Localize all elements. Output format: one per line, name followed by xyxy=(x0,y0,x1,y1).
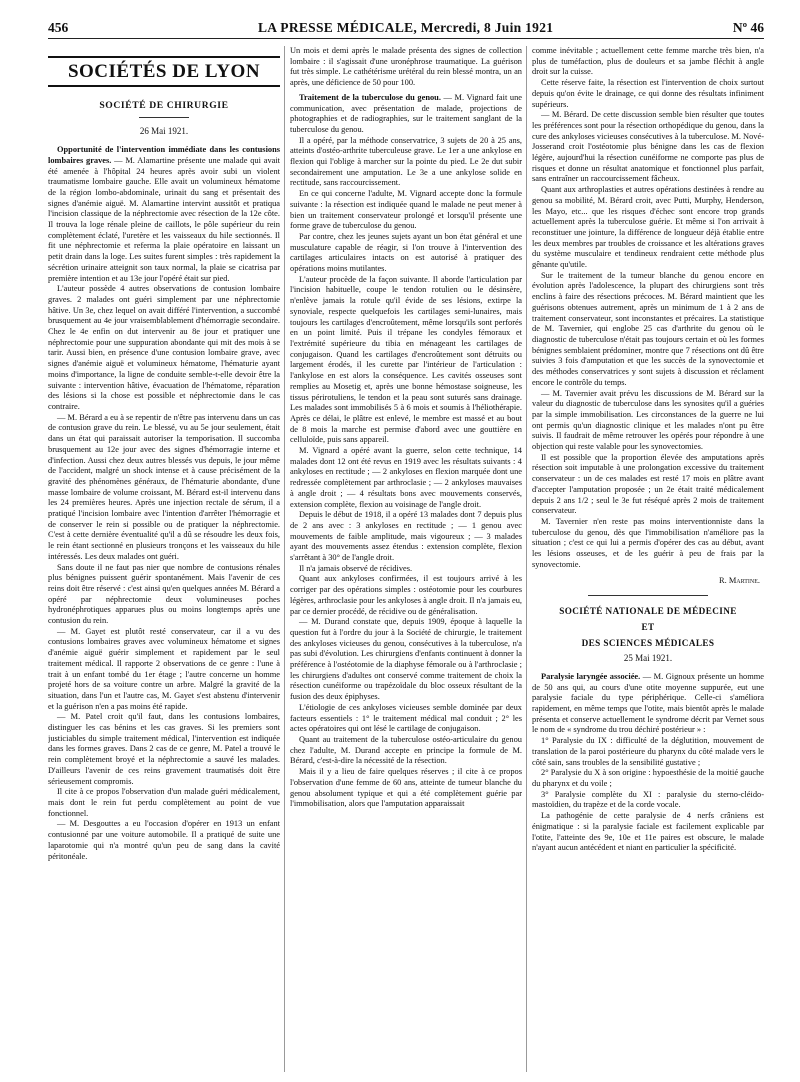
paragraph: Mais il y a lieu de faire quelques réserves ; il cite à ce propos l'observation d'une femme de 60 ans, atteinte de tumeur blanche du genou absolument typique et qui a été complètement guérie par l'immobilisation, alors que l'amputation apparaissait xyxy=(290,767,522,809)
paragraph: Quant aux arthroplasties et autres opérations destinées à rendre au genou sa mobilité, M. Bérard croit, avec Putti, Murphy, Henderson, les Mayo, etc... que les risques d'échec sont encore trop grands actuellement après la tuberculose guérie. Et même si l'on arrivait à reconstituer une jointure, la différence de longueur déjà établie entre les deux membres par troubles de croissance et les altérations graves du système musculaire et tendineux rendraient cette méthode plus gênante qu'utile. xyxy=(532,185,764,270)
paragraph: L'auteur procède de la façon suivante. Il aborde l'articulation par l'incision habituelle, coupe le tendon rotulien ou le désinsère, n'enlève jamais la rotule qu'il évide de ses lésions, extirpe la synoviale, respecte quelquefois les cartilages semi-lunaires, mais toujours les cartilages d'encroûtement, même lorsqu'ils sont perforés en un point limité. Puis il trépane les condyles fémoraux et l'extrémité supérieure du tibia en ménageant les cartilages de conjugaison. Quand les cartilages d'encroûtement sont détruits ou largement érodés, il les curette par l'intérieur de l'articulation : l'ankylose en est alors la conséquence. Les cavités osseuses sont remplies au Mosetig et, après une bonne hémostase soigneuse, les tissus périrotuliens, le tendon et la peau sont suturés sans drainage. Les malades sont immobilisés 5 à 6 mois et soumis à l'héliothérapie. Après ce délai, le plâtre est enlevé, le membre est massé et au bout de 8 mois la marche est permise d'abord avec une gouttière en celluloïde, puis sans appareil. xyxy=(290,274,522,445)
journal-title: LA PRESSE MÉDICALE, Mercredi, 8 Juin 1921 xyxy=(258,20,554,35)
column-1 xyxy=(48,46,280,1072)
page-number: 456 xyxy=(48,20,69,35)
running-head xyxy=(48,18,764,39)
society-title-line-2: ET xyxy=(641,621,655,632)
paragraph xyxy=(532,672,764,736)
paragraph: Quant aux ankyloses confirmées, il est toujours arrivé à les corriger par des opérations simples : ostéotomie pour les courbures légères, arthroclasie pour les ankyloses à angle droit. Il n'a jamais eu, par ce dernier procédé, de récidive ou de généralisation. xyxy=(290,574,522,616)
paragraph: 1° Paralysie du IX : difficulté de la déglutition, mouvement de translation de la paroi postérieure du pharynx du côté malade vers le côté sain, sans troubles de la sensibilité gustative ; xyxy=(532,736,764,767)
paragraph xyxy=(48,145,280,284)
paragraph-text: — M. Vignard fait une communication, avec présentation de malade, projections de photographies et de radiographies, sur le traitement sanglant de la tuberculose du genou. xyxy=(290,92,522,134)
paragraph: Il a opéré, par la méthode conservatrice, 3 sujets de 20 à 25 ans, atteints d'ostéo-arthrite tuberculeuse grave. Le 1er a une ankylose en flexion qui l'oblige à marcher sur la pointe du pied. Le 2e dut subir secondairement une amputation. Le 3e a une ankylose solide en rectitude, sans raccourcissement. xyxy=(290,135,522,188)
paragraph: Cette réserve faite, la résection est l'intervention de choix surtout depuis qu'on évite le drainage, ce qui donne des résultats infiniment supérieurs. xyxy=(532,78,764,109)
author-signature: R. Martine. xyxy=(719,576,760,586)
column-rule xyxy=(284,46,285,1072)
paragraph: L'étiologie de ces ankyloses vicieuses semble dominée par deux facteurs essentiels : 1° le traitement médical mal conduit ; 2° les actes opératoires qui ont lésé le cartilage de conjugaison. xyxy=(290,702,522,734)
article-heading: Traitement de la tuberculose du genou. xyxy=(299,92,441,102)
article-heading: Opportunité de l'intervention immédiate dans les contusions lombaires graves. xyxy=(48,145,280,165)
paragraph-text: — M. Gignoux présente un homme de 50 ans qui, au cours d'une otite moyenne suppurée, eut une paralysie faciale du type périphérique. Celle-ci s'améliora rapidement, en même temps que l'otite, mais bientôt après le malade présenta et conserve actuellement le syndrome décrit par Vernet sous le nom de « syndrome du trou déchiré postérieur » : xyxy=(532,671,764,735)
section-title: SOCIÉTÉS DE LYON xyxy=(48,56,280,87)
paragraph: comme inévitable ; actuellement cette femme marche très bien, n'a plus de tuméfaction, plus de douleurs et sa jambe fléchit à angle droit sur la cuisse. xyxy=(532,46,764,77)
paragraph: M. Tavernier n'en reste pas moins interventionniste dans la tuberculose du genou, dès que l'immobilisation n'améliore pas la situation ; c'est ce qui lui a permis d'opérer des cas au début, avant les lésions osseuses, et de les guérir à peu de frais par la synovectomie. xyxy=(532,516,764,569)
paragraph: 2° Paralysie du X à son origine : hypoesthésie de la moitié gauche du pharynx et du voile ; xyxy=(532,768,764,788)
divider xyxy=(588,595,708,596)
issue-number: Nº 46 xyxy=(732,20,764,35)
paragraph: — M. Patel croit qu'il faut, dans les contusions lombaires, distinguer les cas bénins et les cas graves. Si les premiers sont justiciables du simple traitement médical, l'intervention est indiquée dans les formes graves. Dans 2 cas de ce genre, M. Patel a trouvé le rein complètement broyé et la néphrectomie a sauvé les malades. D'ailleurs l'avenir de ces reins gravement traumatisés doit être sérieusement compromis. xyxy=(48,712,280,786)
paragraph: — M. Bérard a eu à se repentir de n'être pas intervenu dans un cas de contusion grave du rein. Le blessé, vu au 5e jour seulement, était dans un état qui paraissait autoriser la temporisation. Il succomba brusquement au 12e jour avec des signes d'hémorragie interne et d'infection. Aussi chez deux autres blessés vus depuis, le jour même de l'accident, malgré un shock intense et à cause précisément de la gravité des phénomènes généraux, de l'hématurie abondante, d'une masse lombaire de volume croissant, M. Bérard est-il intervenu dans les 24 premières heures. Après une injection rectale de sérum, il a pratiqué l'incision lombaire avec l'intention d'arrêter l'hémorragie et de conserver le rein si possible ou de pratiquer la néphrectomie. C'est à cette dernière éventualité qu'il a dû se résoudre les deux fois, le rein étant sectionné en plusieurs tronçons et les vaisseaux du hile intéressés. Les deux malades ont guéri. xyxy=(48,412,280,561)
session-date: 25 Mai 1921. xyxy=(623,653,673,664)
session-date: 26 Mai 1921. xyxy=(139,126,189,137)
paragraph: Il est possible que la proportion élevée des amputations après résection soit imputable à une prolongation excessive du traitement conservateur : un de ces malades est resté 17 mois en plâtre avant d'accepter l'amputation proposée ; un 2e était traité médicalement depuis 2 ans 1/2 ; seul le 3e fut réséqué après 2 mois de traitement conservateur. xyxy=(532,452,764,516)
divider xyxy=(139,117,189,118)
paragraph: L'auteur possède 4 autres observations de contusion lombaire graves. 2 malades ont guéri simplement par une néphrectomie hâtive. Un 3e, chez lequel on avait différé l'intervention, a succombé brusquement au 4e jour vraisemblablement d'hémorragie secondaire. Chez le 4e enfin on dut intervenir au 8e jour et pratiquer une néphrectomie pour une suppuration abondante qui mit des mois à se tarir. Aussi bien, en présence d'une contusion lombaire grave, avec signes d'anémie aiguë et volumineux hématome, l'hématurie ayant moins d'importance, la ligne de conduite semble-t-elle devoir être la suivante : intervention hâtive, évacuation de l'hématome, réparation des lésions si la chose est possible et néphrectomie dans le cas contraire. xyxy=(48,284,280,411)
paragraph: La pathogénie de cette paralysie de 4 nerfs crâniens est énigmatique : si la paralysie faciale est facilement explicable par l'otite, l'atteinte des 9e, 10e et 11e paires est obscure, le malade n'ayant aucun antécédent et niant en particulier la spécificité. xyxy=(532,811,764,853)
column-rule xyxy=(526,46,527,1072)
society-title: SOCIÉTÉ DE CHIRURGIE xyxy=(99,99,229,111)
paragraph: M. Vignard a opéré avant la guerre, selon cette technique, 14 malades dont 12 ont été revus en 1919 avec les résultats suivants : 4 ankyloses en rectitude ; — 2 ankyloses en flexion marquée dont une redressée complètement par arthroclasie ; — 2 ankyloses mauvaises à angle droit ; — 4 résultats bons avec mouvements conservés, extension complète, flexion au voisinage de l'angle droit. xyxy=(290,446,522,509)
paragraph: Sur le traitement de la tumeur blanche du genou encore en évolution après l'adolescence, la plupart des chirurgiens sont très enclins à faire des résections précoces. M. Bérard maintient que les guérisons obtenues autrement, après un minimum de 1 à 2 ans de traitement conservateur, sont inconstantes et précaires. La statistique de M. Tavernier, qui englobe 25 cas d'arthrite du genou où le diagnostic de tuberculose n'était pas toujours certain et où les formes bénignes semblaient prédominer, montre que 7 résections ont dû être suivies 3 fois d'amputation et que les succès de la synovectomie et des méthodes conservatrices y sont sujets à discussion et réclament encore le contrôle du temps. xyxy=(532,270,764,387)
paragraph: Il cite à ce propos l'observation d'un malade guéri médicalement, mais dont le rein fut perdu complètement au point de vue fonctionnel. xyxy=(48,787,280,818)
column-3 xyxy=(532,46,764,1072)
article-heading: Paralysie laryngée associée. xyxy=(541,671,641,681)
paragraph: — M. Tavernier avait prévu les discussions de M. Bérard sur la valeur du diagnostic de tuberculose dans les synosites qu'il a guéries par la simple immobilisation. Les circonstances de la guerre ne lui ont permis qu'un diagnostic clinique et les malades n'ont pu être suivis. Il faudrait de même retrouver les opérés pour répondre à une objection qui reste valable pour les synovectomies. xyxy=(532,388,764,452)
paragraph-text: — M. Alamartine présente une malade qui avait été amenée à l'hôpital 24 heures après avoir subi un violent traumatisme lombaire gauche. Elle avait un volumineux hématome de la région lombo-abdominale, urinait du sang et présentait des signes d'anémie aiguë. M. Alamartine intervint aussitôt et pratiqua l'incision classique de la néphrectomie avec résection de la 12e côte. Il trouva la loge rénale pleine de caillots, le pôle supérieur du rein complètement éclaté, l'uretère et les vaisseaux du hile sectionnés. Il fit une néphrectomie et referma la plaie opératoire en laissant un petit drain dans la loge. Les suites furent simples : très rapidement la sécrétion urinaire atteignit son taux normal, la plaie se cicatrisa par première intention et au 13e jour l'opéré était sur pied. xyxy=(48,155,280,283)
paragraph: Il n'a jamais observé de récidives. xyxy=(299,563,413,573)
paragraph: Sans doute il ne faut pas nier que nombre de contusions rénales plus bénignes puissent guérir spontanément. Mais l'avenir de ces reins doit être réservé : c'est ainsi qu'en quelques années M. Bérard a opéré par néphrectomie deux volumineuses poches hydronéphrotiques apparues plus ou moins longtemps après une contusion du rein. xyxy=(48,562,280,626)
column-2 xyxy=(290,46,522,1072)
paragraph: En ce qui concerne l'adulte, M. Vignard accepte donc la formule suivante : la résection est indiquée quand le malade ne peut mener à bien un traitement conservateur prolongé et lorsqu'il présente une forme grave de tuberculose du genou. xyxy=(290,189,522,231)
paragraph: Quant au traitement de la tuberculose ostéo-articulaire du genou chez l'adulte, M. Durand accepte en principe la formule de M. Bérard, c'est-à-dire la nécessité de la résection. xyxy=(290,735,522,766)
paragraph: — M. Desgouttes a eu l'occasion d'opérer en 1913 un enfant contusionné par une voiture automobile. Il a pratiqué de suite une laparotomie qui n'a montré qu'un peu de sang dans la cavité péritonéale. xyxy=(48,819,280,861)
paragraph: — M. Durand constate que, depuis 1909, époque à laquelle la question fut à l'ordre du jour à la Société de chirurgie, le traitement des ankyloses vicieuses du genou, consécutives à la tuberculose, n'a pas subi d'évolution. Les chirurgiens d'enfants continuent à donner la préférence à l'ostéotomie de la diaphyse fémorale ou à l'arthroclasie ; les chirurgiens d'adultes ont conservé comme traitement de choix la résection cunéiforme ou trapézoïdale du bloc osseux résultant de la fusion des deux épiphyses. xyxy=(290,617,522,702)
paragraph: — M. Bérard. De cette discussion semble bien résulter que toutes les préférences sont pour la résection orthopédique du genou, dans la cure des ankyloses vicieuses consécutives à la tuberculose. M. Nové-Josserand croit l'ostéotomie plus bénigne dans les cas de flexion légère, aujourd'hui la résection cunéiforme ne comporte pas plus de risques et donne un résultat anatomique et fonctionnel plus parfait, sans entraîner un raccourcissement fâcheux. xyxy=(532,110,764,184)
paragraph: Par contre, chez les jeunes sujets ayant un bon état général et une musculature capable de réagir, si l'on trouve à l'intervention des cartilages articulaires intacts on est autorisé à pratiquer des opérations moins mutilantes. xyxy=(290,231,522,274)
paragraph: Un mois et demi après le malade présenta des signes de collection lombaire : il s'agissait d'une uronéphrose traumatique. La guérison fut très simple. Le cathétérisme urétéral du rein blessé montra, un an après, une déficience de 50 pour 100. xyxy=(290,46,522,88)
paragraph: Depuis le début de 1918, il a opéré 13 malades dont 7 depuis plus de 2 ans avec : 3 ankyloses en rectitude ; — 1 genou avec mouvements de faible amplitude, mais vigoureux ; — 3 malades ayant des mouvements assez étendus : extension complète, flexion s'arrêtant à 30° de l'angle droit. xyxy=(290,510,522,563)
society-title-line-1: SOCIÉTÉ NATIONALE DE MÉDECINE xyxy=(559,606,737,617)
society-title-line-3: DES SCIENCES MÉDICALES xyxy=(581,637,715,648)
paragraph xyxy=(290,93,522,136)
paragraph: — M. Gayet est plutôt resté conservateur, car il a vu des contusions lombaires graves avec volumineux hématome et signes d'anémie aiguë guérir simplement et rapidement par le seul traitement médical. Il rapporte 2 observations de ce genre : l'une à trait à un enfant tombé du 1er étage ; l'autre concerne un homme projeté hors de sa voiture contre un arbre. Malgré la gravité de la situation, dans l'un et l'autre cas, M. Gayet s'est abstenu d'intervenir et la guérison n'en a pas moins été rapide. xyxy=(48,626,280,711)
paragraph: 3° Paralysie complète du XI : paralysie du sterno-cléido-mastoïdien, du trapèze et de la corde vocale. xyxy=(532,789,764,810)
